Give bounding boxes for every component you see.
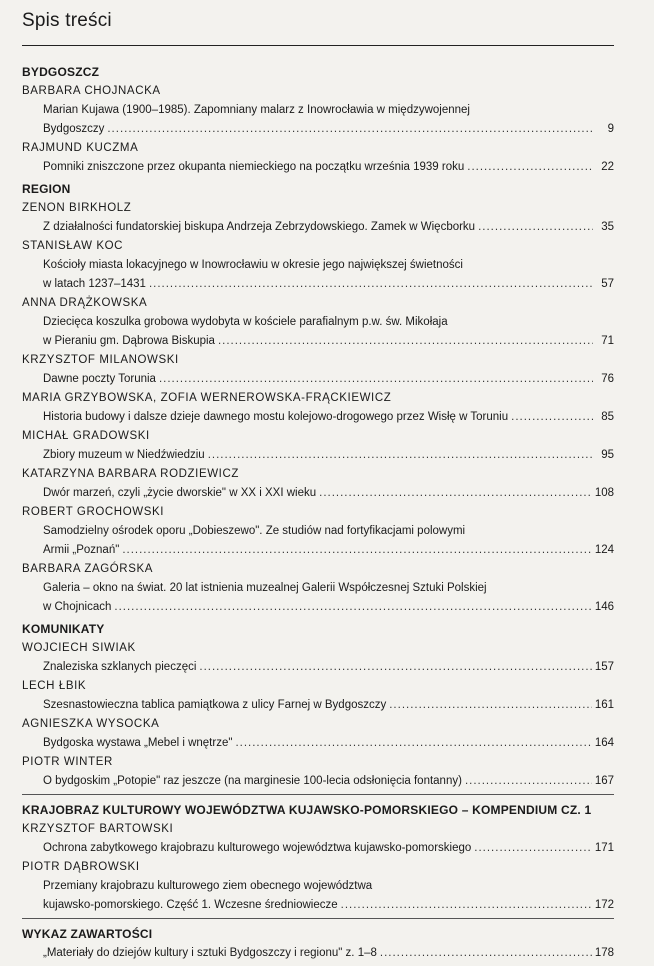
entry-title (22, 256, 614, 294)
toc-entry[interactable] (22, 351, 614, 389)
entry-title-line: O bydgoskim „Potopie" raz jeszcze (na marginesie 100-lecia odsłonięcia fontanny) (43, 775, 462, 787)
dot-leader (218, 332, 593, 351)
dot-leader (341, 896, 592, 915)
entry-title (22, 772, 614, 791)
entry-author: ZENON BIRKHOLZ (22, 202, 132, 214)
entry-title (22, 158, 614, 177)
entry-title (22, 696, 614, 715)
entry-author: KRZYSZTOF MILANOWSKI (22, 354, 179, 366)
entry-title-line: w latach 1237–1431 (43, 278, 146, 290)
entry-title-last-line (43, 275, 614, 294)
entry-title-last-line (43, 158, 614, 177)
entry-title-last-line (43, 541, 614, 560)
toc-section (22, 918, 614, 963)
dot-leader (149, 275, 593, 294)
entry-author: MARIA GRZYBOWSKA, ZOFIA WERNEROWSKA-FRĄCKIEWICZ (22, 392, 392, 404)
dot-leader (511, 408, 593, 427)
entry-title-line: Dawne poczty Torunia (43, 373, 156, 385)
entry-author: KRZYSZTOF BARTOWSKI (22, 823, 174, 835)
entry-title-last-line (43, 218, 614, 237)
toc-entry[interactable] (22, 753, 614, 791)
page-number: 178 (594, 947, 614, 959)
toc-entry[interactable] (22, 944, 614, 963)
title-divider (22, 45, 614, 46)
section-divider (22, 794, 614, 795)
toc-entry[interactable] (22, 503, 614, 560)
entry-title-last-line (43, 658, 614, 677)
entry-title (22, 579, 614, 617)
entry-author: WOJCIECH SIWIAK (22, 642, 136, 654)
entry-title (22, 408, 614, 427)
entry-author: PIOTR WINTER (22, 756, 113, 768)
toc-entry[interactable] (22, 560, 614, 617)
entry-title (22, 218, 614, 237)
toc-entry[interactable] (22, 139, 614, 177)
toc-entry[interactable] (22, 820, 614, 858)
page-number: 146 (594, 601, 614, 613)
entry-author: MICHAŁ GRADOWSKI (22, 430, 150, 442)
entry-title-last-line (43, 120, 614, 139)
page-number: 57 (601, 278, 614, 290)
entry-author: PIOTR DĄBROWSKI (22, 861, 140, 873)
table-of-contents (22, 63, 614, 966)
page-number: 9 (607, 123, 614, 135)
entry-author: RAJMUND KUCZMA (22, 142, 139, 154)
entry-title (22, 944, 614, 963)
toc-entry[interactable] (22, 858, 614, 915)
entry-title (22, 734, 614, 753)
entry-author: ROBERT GROCHOWSKI (22, 506, 165, 518)
dot-leader (465, 772, 592, 791)
dot-leader (199, 658, 591, 677)
dot-leader (478, 218, 593, 237)
section-heading: REGION (22, 182, 71, 196)
entry-title-line: w Pieraniu gm. Dąbrowa Biskupia (43, 335, 215, 347)
entry-title-line: Dziecięca koszulka grobowa wydobyta w kościele parafialnym p.w. św. Mikołaja (43, 316, 448, 328)
toc-entry[interactable] (22, 199, 614, 237)
entry-title-line: Z działalności fundatorskiej biskupa Andrzeja Zebrzydowskiego. Zamek w Więcborku (43, 221, 476, 233)
entry-title-last-line (43, 944, 614, 963)
entry-title-line: Marian Kujawa (1900–1985). Zapomniany malarz z Inowrocławia w międzywojennej (43, 104, 470, 116)
page-number: 95 (601, 449, 614, 461)
toc-entry[interactable] (22, 237, 614, 294)
entry-title (22, 313, 614, 351)
entry-title-line: Pomniki zniszczone przez okupanta niemieckiego na początku września 1939 roku (43, 161, 465, 173)
entry-title-line: Zbiory muzeum w Niedźwiedziu (43, 449, 205, 461)
page-number: 171 (594, 842, 614, 854)
entry-title-line: Historia budowy i dalsze dzieje dawnego mostu kolejowo-drogowego przez Wisłę w Toruniu (43, 411, 509, 423)
entry-title-last-line (43, 484, 614, 503)
dot-leader (467, 158, 593, 177)
section-divider (22, 918, 614, 919)
entry-title-line: Kościoły miasta lokacyjnego w Inowrocławiu w okresie jego największej świetności (43, 259, 463, 271)
page-number: 172 (594, 899, 614, 911)
entry-author: AGNIESZKA WYSOCKA (22, 718, 160, 730)
entry-title-line: Ochrona zabytkowego krajobrazu kulturowego województwa kujawsko-pomorskiego (43, 842, 472, 854)
page-number: 71 (601, 335, 614, 347)
entry-title-last-line (43, 598, 614, 617)
entry-title-line: Bydgoszczy (43, 123, 105, 135)
page-number: 124 (594, 544, 614, 556)
page-number: 76 (601, 373, 614, 385)
entry-author: ANNA DRĄŻKOWSKA (22, 297, 148, 309)
dot-leader (235, 734, 591, 753)
page-number: 85 (601, 411, 614, 423)
page-number: 161 (594, 699, 614, 711)
entry-author: BARBARA CHOJNACKA (22, 85, 161, 97)
toc-section (22, 63, 614, 177)
entry-title (22, 101, 614, 139)
entry-title-line: Znaleziska szklanych pieczęci (43, 661, 197, 673)
toc-section (22, 620, 614, 791)
toc-entry[interactable] (22, 465, 614, 503)
toc-entry[interactable] (22, 715, 614, 753)
page-number: 35 (601, 221, 614, 233)
section-heading: BYDGOSZCZ (22, 65, 100, 79)
entry-title-last-line (43, 332, 614, 351)
page-number: 167 (594, 775, 614, 787)
entry-title-last-line (43, 839, 614, 858)
entry-title (22, 446, 614, 465)
entry-title-last-line (43, 696, 614, 715)
entry-author: STANISŁAW KOC (22, 240, 124, 252)
entry-title-line: Bydgoska wystawa „Mebel i wnętrze" (43, 737, 233, 749)
entry-title-line: kujawsko-pomorskiego. Część 1. Wczesne średniowiecze (43, 899, 338, 911)
entry-title-last-line (43, 370, 614, 389)
entry-title-line: „Materiały do dziejów kultury i sztuki Bydgoszczy i regionu" z. 1–8 (43, 947, 377, 959)
entry-title-line: Samodzielny ośrodek oporu „Dobieszewo". Ze studiów nad fortyfikacjami polowymi (43, 525, 466, 537)
toc-entry[interactable] (22, 427, 614, 465)
entry-title-last-line (43, 408, 614, 427)
entry-title-last-line (43, 734, 614, 753)
entry-title-line: w Chojnicach (43, 601, 112, 613)
dot-leader (159, 370, 593, 389)
entry-author: BARBARA ZAGÓRSKA (22, 563, 154, 575)
dot-leader (114, 598, 591, 617)
section-heading: KOMUNIKATY (22, 622, 105, 636)
page-title: Spis treści (22, 10, 112, 31)
page-number: 164 (594, 737, 614, 749)
entry-title-last-line (43, 446, 614, 465)
dot-leader (122, 541, 592, 560)
dot-leader (319, 484, 592, 503)
entry-title (22, 484, 614, 503)
entry-title-line: Dwór marzeń, czyli „życie dworskie" w XX i XXI wieku (43, 487, 317, 499)
entry-title-line: Galeria – okno na świat. 20 lat istnienia muzealnej Galerii Współczesnej Sztuki Polskiej (43, 582, 487, 594)
dot-leader (208, 446, 593, 465)
entry-title-line: Armii „Poznań" (43, 544, 120, 556)
entry-title (22, 658, 614, 677)
toc-section (22, 794, 614, 915)
page-number: 157 (594, 661, 614, 673)
entry-title (22, 877, 614, 915)
entry-title-last-line (43, 772, 614, 791)
toc-entry[interactable] (22, 82, 614, 139)
entry-title (22, 839, 614, 858)
entry-title-line: Szesnastowieczna tablica pamiątkowa z ulicy Farnej w Bydgoszczy (43, 699, 387, 711)
section-heading: WYKAZ ZAWARTOŚCI (22, 927, 153, 941)
entry-title (22, 370, 614, 389)
toc-entry[interactable] (22, 294, 614, 351)
toc-entry[interactable] (22, 677, 614, 715)
section-heading: KRAJOBRAZ KULTUROWY WOJEWÓDZTWA KUJAWSKO-POMORSKIEGO – KOMPENDIUM CZ. 1 (22, 803, 592, 817)
dot-leader (389, 696, 592, 715)
entry-title-line: Przemiany krajobrazu kulturowego ziem obecnego województwa (43, 880, 373, 892)
entry-author: LECH ŁBIK (22, 680, 87, 692)
toc-entry[interactable] (22, 639, 614, 677)
page-number: 108 (594, 487, 614, 499)
dot-leader (107, 120, 593, 139)
toc-section (22, 180, 614, 617)
dot-leader (380, 944, 592, 963)
entry-title (22, 522, 614, 560)
entry-author: KATARZYNA BARBARA RODZIEWICZ (22, 468, 240, 480)
page-number: 22 (601, 161, 614, 173)
toc-entry[interactable] (22, 389, 614, 427)
dot-leader (474, 839, 592, 858)
entry-title-last-line (43, 896, 614, 915)
